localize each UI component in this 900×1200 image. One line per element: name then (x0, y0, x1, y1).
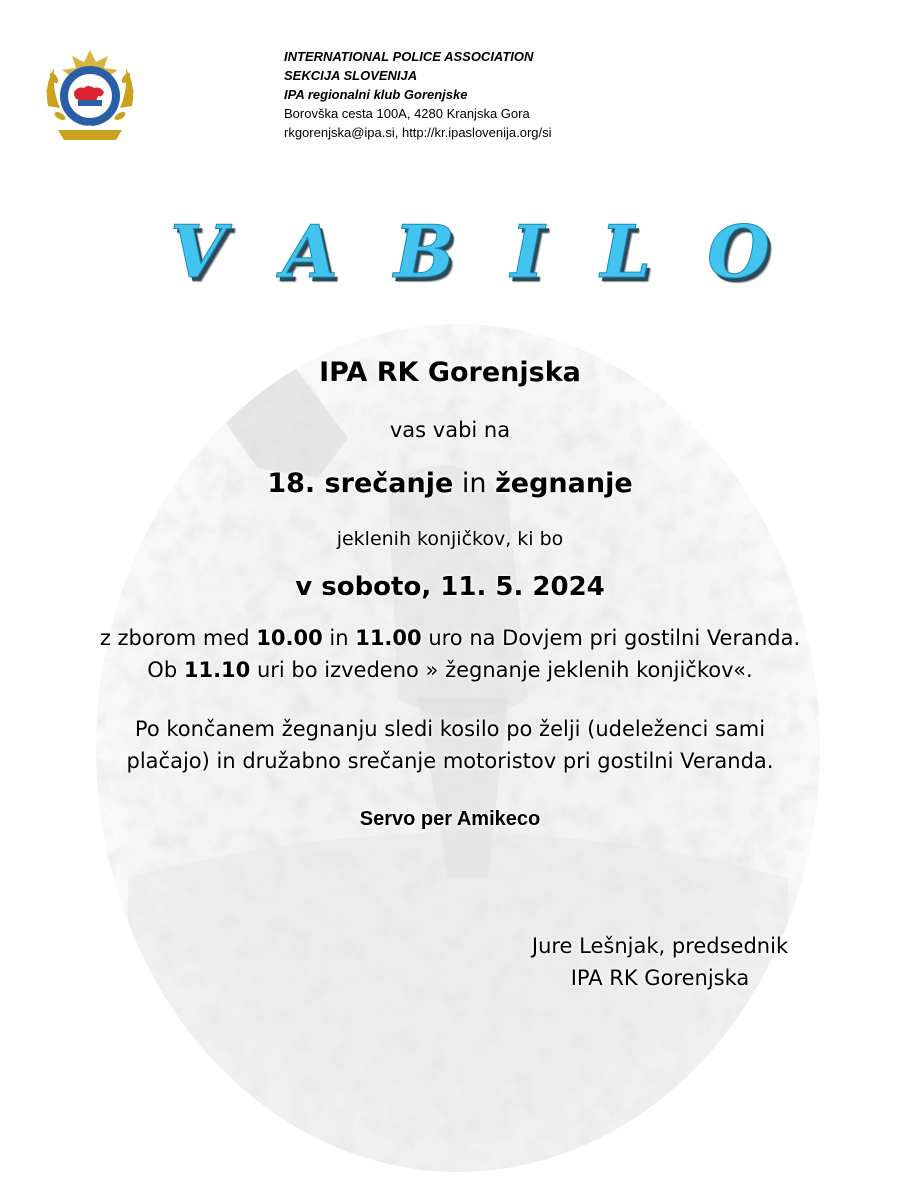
event-date: v soboto, 11. 5. 2024 (295, 572, 605, 602)
motto: Servo per Amikeco (359, 808, 541, 830)
organization-header (284, 47, 552, 142)
title-letter: B (393, 209, 455, 294)
schedule-paragraph (0, 622, 900, 686)
event-blessing: žegnanje (495, 468, 633, 499)
svg-text:SERVO PER AMIKECO: SERVO PER AMIKECO (54, 125, 126, 132)
header-section: SEKCIJA SLOVENIJA (284, 68, 418, 83)
header-association: INTERNATIONAL POLICE ASSOCIATION (284, 49, 534, 64)
title-letter: O (707, 209, 770, 294)
ipa-emblem-icon (38, 46, 142, 146)
schedule-line-1: z zborom med 10.00 in 11.00 uro na Dovjem pri gostilni Veranda. (99, 626, 801, 650)
lunch-line-2: plačajo) in družabno srečanje motoristov pri gostilni Veranda. (126, 749, 774, 773)
signature-org: IPA RK Gorenjska (570, 966, 750, 990)
event-meeting: 18. srečanje (267, 468, 454, 499)
lunch-paragraph (0, 713, 900, 777)
time-blessing: 11.10 (183, 658, 251, 682)
title-letter: L (600, 209, 652, 294)
title-letter: V (170, 209, 226, 294)
signature-name: Jure Lešnjak, predsednik (531, 934, 789, 958)
event-name (0, 468, 900, 499)
time-start: 10.00 (256, 626, 323, 650)
header-contact: rkgorenjska@ipa.si, http://kr.ipaslovenija.org/si (284, 125, 552, 140)
invitation-title (170, 209, 770, 294)
invites-text: vas vabi na (389, 418, 511, 442)
lunch-line-1: Po končanem žegnanju sledi kosilo po želji (udeleženci sami (134, 717, 766, 741)
header-address: Borovška cesta 100A, 4280 Kranjska Gora (284, 106, 530, 121)
title-letter: I (510, 209, 545, 294)
header-regional-club: IPA regionalni klub Gorenjske (284, 87, 468, 102)
event-conjunction: in (453, 468, 496, 499)
schedule-line-2: Ob 11.10 uri bo izvedeno » žegnanje jeklenih konjičkov«. (147, 658, 753, 682)
bikes-text: jeklenih konjičkov, ki bo (336, 528, 564, 550)
title-letter: A (281, 209, 338, 294)
club-name: IPA RK Gorenjska (319, 357, 581, 388)
time-end: 11.00 (355, 626, 422, 650)
